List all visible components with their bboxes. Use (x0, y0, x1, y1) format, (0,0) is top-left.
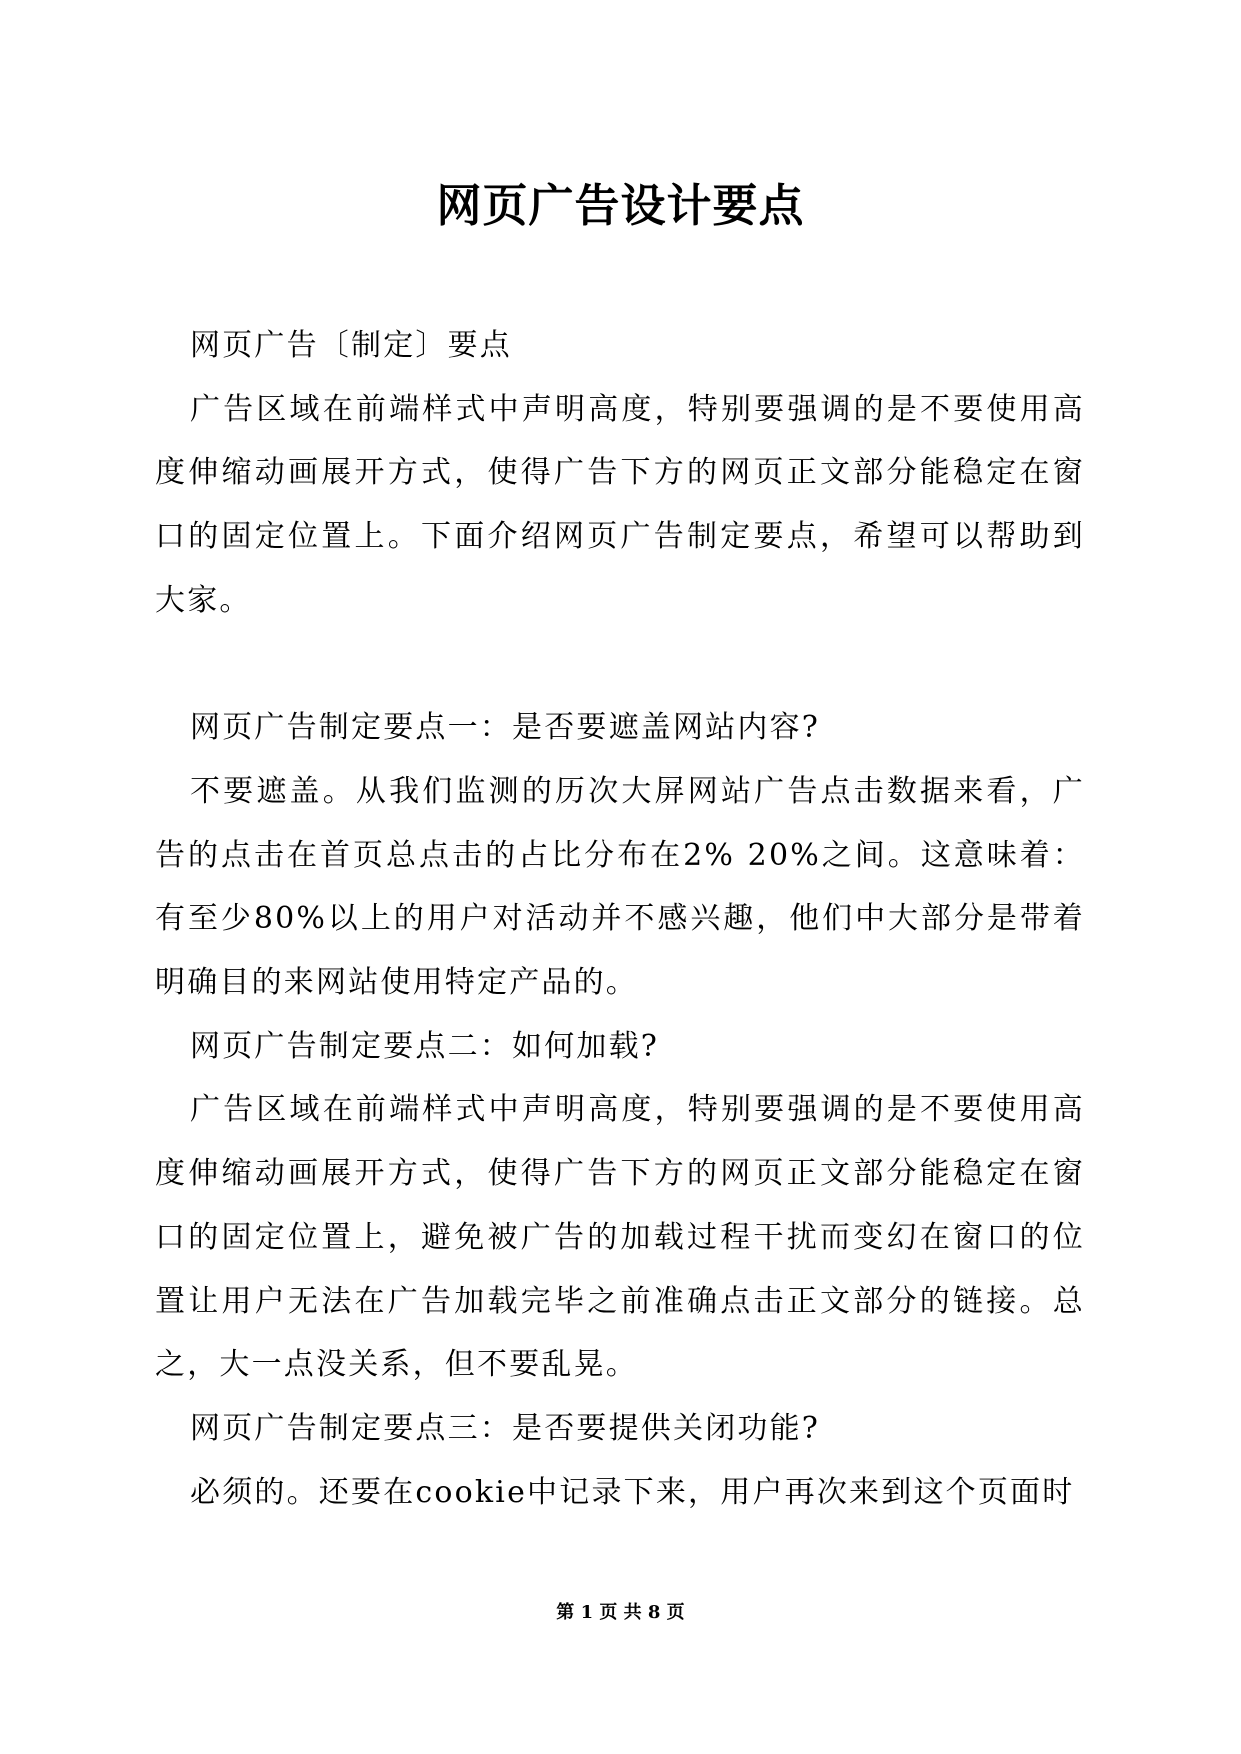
paragraph-subtitle: 网页广告〔制定〕要点 (190, 328, 512, 363)
document-body (155, 314, 1085, 1524)
paragraph-heading-2: 网页广告制定要点二：如何加载? (190, 1028, 660, 1064)
paragraph-intro: 广告区域在前端样式中声明高度，特别要强调的是不要使用高度伸缩动画展开方式，使得广告下方的网页正文部分能稳定在窗口的固定位置上。下面介绍网页广告制定要点，希望可以帮助到大家。 (155, 391, 1085, 618)
paragraph-heading-3: 网页广告制定要点三：是否要提供关闭功能? (190, 1410, 821, 1446)
paragraph-heading-1: 网页广告制定要点一：是否要遮盖网站内容? (190, 710, 821, 746)
page-footer: 第 1 页 共 8 页 (556, 1602, 685, 1623)
document-title: 网页广告设计要点 (436, 179, 805, 232)
paragraph-body-3: 必须的。还要在cookie中记录下来，用户再次来到这个页面时 (190, 1474, 1075, 1510)
paragraph-body-1: 不要遮盖。从我们监测的历次大屏网站广告点击数据来看，广告的点击在首页总点击的占比分布在2% 20%之间。这意味着：有至少80%以上的用户对活动并不感兴趣，他们中大部分是带着明确目的来网站使用特定产品的。 (155, 773, 1085, 1001)
paragraph-body-2: 广告区域在前端样式中声明高度，特别要强调的是不要使用高度伸缩动画展开方式，使得广告下方的网页正文部分能稳定在窗口的固定位置上，避免被广告的加载过程干扰而变幻在窗口的位置让用户无法在广告加载完毕之前准确点击正文部分的链接。总之，大一点没关系，但不要乱晃。 (155, 1092, 1085, 1383)
